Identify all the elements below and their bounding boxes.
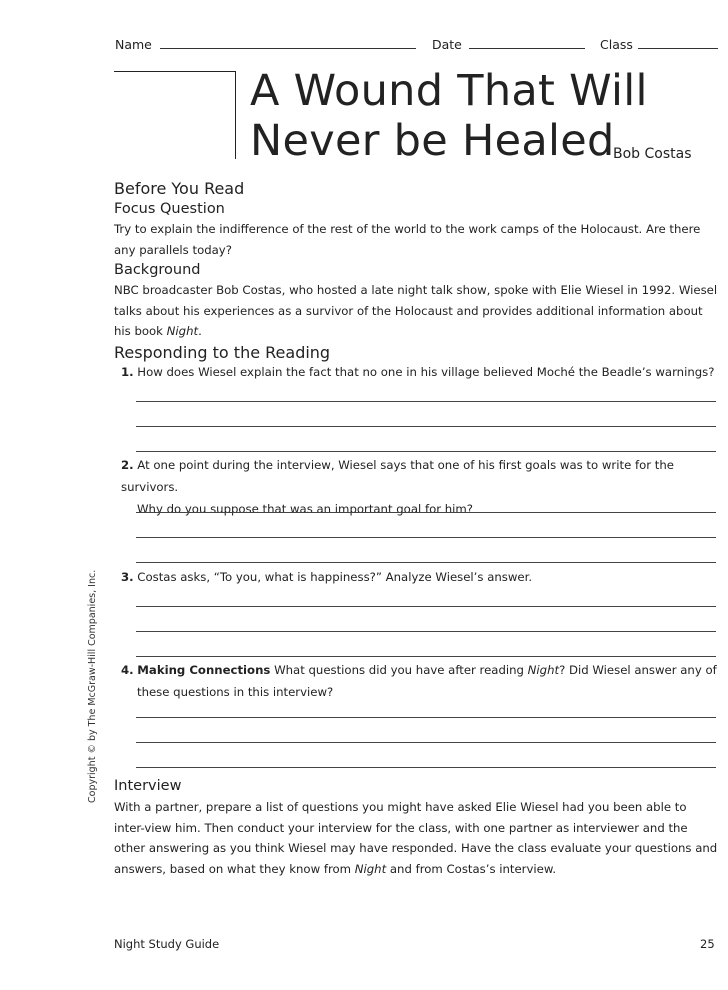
answer-line[interactable] <box>136 656 716 657</box>
name-label: Name <box>115 37 152 52</box>
page-number: 25 <box>700 937 715 951</box>
name-field-line[interactable] <box>160 48 416 49</box>
before-you-read-heading: Before You Read <box>114 179 245 198</box>
book-title: Night <box>166 324 199 338</box>
focus-question-text: Try to explain the indifference of the rest of the world to the work camps of the Holocaust. Are there any parallels today? <box>114 222 701 257</box>
interview-heading: Interview <box>114 778 182 794</box>
answer-line[interactable] <box>136 742 716 743</box>
focus-question-heading: Focus Question <box>114 201 225 217</box>
background-heading: Background <box>114 262 201 278</box>
answer-line[interactable] <box>136 426 716 427</box>
title-line-1: A Wound That Will <box>250 66 648 116</box>
question-1: 1. How does Wiesel explain the fact that no one in his village believed Moché the Beadle’s warnings? <box>121 365 715 379</box>
answer-line[interactable] <box>136 537 716 538</box>
background-text: NBC broadcaster Bob Costas, who hosted a late night talk show, spoke with Elie Wiesel in 1992. Wiesel talks about his experiences as a survivor of the Holocaust and provides additional information about his book Night. <box>114 283 718 338</box>
title-bracket <box>114 71 236 159</box>
author-name: Bob Costas <box>613 146 692 162</box>
question-2: 2. At one point during the interview, Wiesel says that one of his first goals was to write for the survivors. Why do you suppose that was an important goal for him? <box>121 458 674 516</box>
question-4: 4. Making Connections What questions did you have after reading Night? Did Wiesel answer any of these questions in this interview? <box>121 663 717 699</box>
class-field-line[interactable] <box>638 48 718 49</box>
answer-line[interactable] <box>136 451 716 452</box>
question-3: 3. Costas asks, “To you, what is happiness?” Analyze Wiesel’s answer. <box>121 570 533 584</box>
answer-line[interactable] <box>136 606 716 607</box>
answer-line[interactable] <box>136 512 716 513</box>
responding-heading: Responding to the Reading <box>114 343 331 362</box>
copyright-notice: Copyright © by The McGraw-Hill Companies, Inc. <box>87 569 98 803</box>
answer-line[interactable] <box>136 562 716 563</box>
answer-line[interactable] <box>136 401 716 402</box>
class-label: Class <box>600 37 633 52</box>
date-field-line[interactable] <box>469 48 585 49</box>
answer-line[interactable] <box>136 767 716 768</box>
footer-title: Night Study Guide <box>114 937 220 951</box>
title-line-2: Never be Healed <box>250 116 615 166</box>
answer-line[interactable] <box>136 631 716 632</box>
book-title: Night <box>354 861 387 876</box>
answer-line[interactable] <box>136 717 716 718</box>
date-label: Date <box>432 37 462 52</box>
interview-text: With a partner, prepare a list of questions you might have asked Elie Wiesel had you been able to inter-view him. Then conduct your interview for the class, with one partner as interviewer and the other answering as you think Wiesel may have responded. Have the class evaluate your questions and answers, based on what they know from Night and from Costas’s interview. <box>114 800 718 876</box>
